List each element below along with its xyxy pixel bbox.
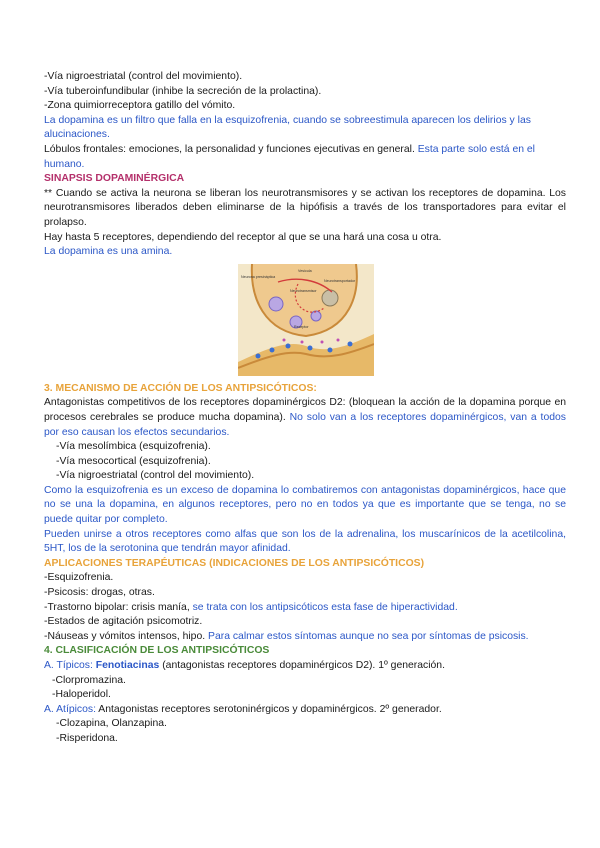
synapse-illustration — [238, 264, 374, 376]
receptor — [308, 345, 313, 350]
class-b-line — [44, 703, 566, 718]
figure-label: Neurotransmisor — [290, 288, 317, 293]
list-item: -Risperidona. — [56, 732, 118, 744]
blue-note: Pueden unirse a otros receptores como alfas que son los de la adrenalina, los muscarínicos de la acetilcolina, 5HT, los de la serotonina que tendrán mayor afinidad. — [44, 528, 566, 555]
blue-note: No solo van a los receptores dopaminérgicos, van a todos por eso causan los efectos secundarios. — [44, 411, 566, 438]
receptor — [270, 347, 275, 352]
text-span: Antagonistas competitivos de los receptores dopaminérgicos D2: (bloquean la acción de la dopamina porque en procesos cerebrales se produce mucha dopamina). — [44, 397, 566, 423]
class-a-line — [44, 659, 566, 674]
document-page — [44, 70, 566, 747]
list-item: -Vía mesocortical (esquizofrenia). — [56, 455, 211, 467]
figure-label: Neurona presináptica — [241, 274, 276, 279]
list-item — [44, 630, 566, 645]
neurotransmitter — [321, 340, 324, 343]
vesicle — [269, 297, 283, 311]
list-item — [44, 601, 566, 616]
paragraph: ** Cuando se activa la neurona se liberan los neurotransmisores y se activan los receptores de dopamina. Los neurotransmisores liberados deben eliminarse de la hipófisis a través de los transportadores para evitar el prolapso. — [44, 187, 566, 228]
receptor — [328, 347, 333, 352]
neurotransmitter — [301, 340, 304, 343]
text-line: -Vía tuberoinfundibular (inhibe la secreción de la prolactina). — [44, 85, 322, 97]
receptor — [286, 343, 291, 348]
paragraph — [44, 396, 566, 440]
neurotransmitter — [337, 338, 340, 341]
receptor — [256, 353, 261, 358]
receptor — [348, 341, 353, 346]
frontal-lobes-line — [44, 143, 566, 172]
list-item: -Psicosis: drogas, otras. — [44, 587, 155, 599]
text-span: -Trastorno bipolar: crisis manía, — [44, 601, 193, 613]
text-span: (antagonistas receptores dopaminérgicos D2). 1º generación. — [159, 660, 445, 671]
blue-note: La dopamina es una amina. — [44, 246, 173, 258]
blue-note: Para calmar estos síntomas aunque no sea por síntomas de psicosis. — [208, 630, 529, 642]
synapse-heading: SINAPSIS DOPAMINÉRGICA — [44, 173, 185, 185]
class-a-name: Fenotiacinas — [95, 660, 160, 671]
text-span: Antagonistas receptores serotoninérgicos y dopaminérgicos. 2º generador. — [95, 703, 442, 715]
list-item: -Vía mesolímbica (esquizofrenia). — [56, 441, 211, 453]
list-item: -Clozapina, Olanzapina. — [56, 718, 167, 730]
list-item: -Clorpromazina. — [52, 674, 126, 686]
synapse-drawing — [238, 264, 374, 376]
neurotransmitter — [283, 338, 286, 341]
class-a-label: A. Típicos: — [44, 660, 96, 671]
blue-note: Como la esquizofrenia es un exceso de dopamina lo combatiremos con antagonistas dopaminérgicos, hace que no se una la dopamina, en algunos receptores, pero no en todos ya que es importante que se tenga, no se puede quitar por completo. — [44, 484, 566, 526]
figure-label: Receptor — [294, 324, 309, 329]
text-span: Lóbulos frontales: emociones, la personalidad y funciones ejecutivas en general. — [44, 143, 418, 155]
vesicle — [322, 290, 338, 306]
list-item: -Esquizofrenia. — [44, 572, 114, 584]
text-line: -Vía nigroestriatal (control del movimiento). — [44, 71, 243, 82]
blue-note: La dopamina es un filtro que falla en la esquizofrenia, cuando se sobreestimula aparecen los delirios y las alucinaciones. — [44, 114, 531, 141]
classification-heading: 4. CLASIFICACIÓN DE LOS ANTIPSICÓTICOS — [44, 645, 270, 657]
blue-note: se trata con los antipsicóticos esta fase de hiperactividad. — [192, 601, 458, 613]
list-item: -Vía nigroestriatal (control del movimiento). — [56, 470, 255, 482]
list-item: -Haloperidol. — [52, 689, 111, 701]
vesicle — [311, 311, 321, 321]
figure-label: Vesícula — [298, 268, 312, 273]
list-item: -Estados de agitación psicomotriz. — [44, 616, 203, 628]
blue-note: Esta parte solo está en el humano. — [44, 143, 535, 170]
figure-label: Neurotransportador — [324, 278, 356, 283]
applications-heading: APLICACIONES TERAPÉUTICAS (INDICACIONES DE LOS ANTIPSICÓTICOS) — [44, 557, 425, 569]
class-b-label: A. Atípicos: — [44, 703, 96, 715]
mechanism-heading: 3. MECANISMO DE ACCIÓN DE LOS ANTIPSICÓTICOS: — [44, 382, 317, 394]
paragraph: Hay hasta 5 receptores, dependiendo del receptor al que se una hará una cosa u otra. — [44, 231, 442, 243]
text-span: -Náuseas y vómitos intensos, hipo. — [44, 630, 209, 642]
text-line: -Zona quimiorreceptora gatillo del vómito. — [44, 100, 236, 112]
